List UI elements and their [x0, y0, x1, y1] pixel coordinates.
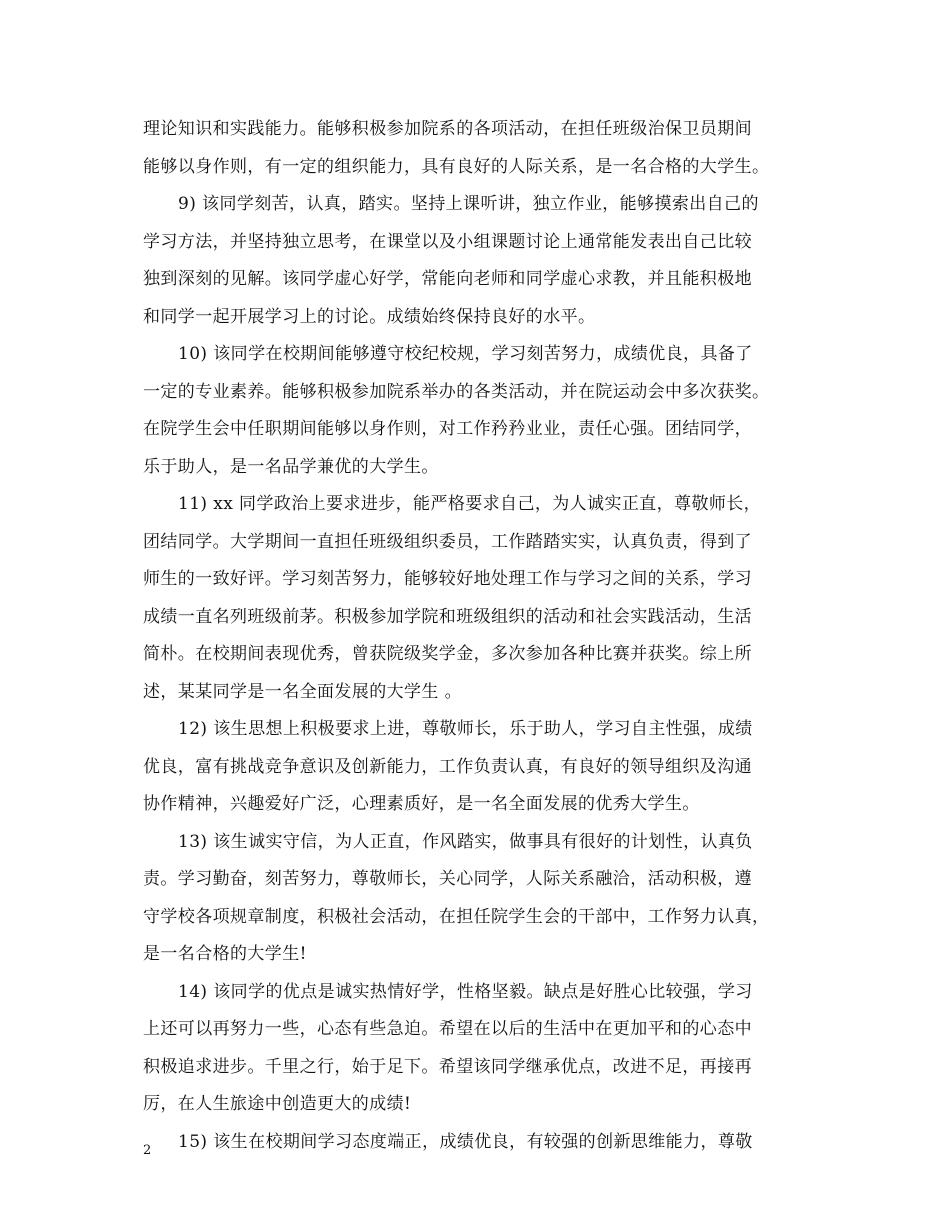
text-line: 是一名合格的大学生! [143, 944, 307, 964]
text-line: 能够以身作则，有一定的组织能力，具有良好的人际关系，是一名合格的大学生。 [143, 157, 770, 177]
text-line: 厉，在人生旅途中创造更大的成绩! [143, 1094, 412, 1114]
text-line: 积极追求进步。千里之行，始于足下。希望该同学继承优点，改进不足，再接再 [143, 1057, 752, 1077]
text-line: 协作精神，兴趣爱好广泛，心理素质好，是一名全面发展的优秀大学生。 [143, 794, 700, 814]
text-line: 守学校各项规章制度，积极社会活动，在担任院学生会的干部中，工作努力认真， [143, 907, 770, 927]
paragraph-10-line: 10) 该同学在校期间能够遵守校纪校规，学习刻苦努力，成绩优良，具备了 [178, 344, 753, 364]
page-number: 2 [143, 1143, 152, 1158]
text-line: 责。学习勤奋，刻苦努力，尊敬师长，关心同学，人际关系融洽，活动积极，遵 [143, 869, 752, 889]
text-line: 独到深刻的见解。该同学虚心好学，常能向老师和同学虚心求教，并且能积极地 [143, 269, 752, 289]
text-line: 简朴。在校期间表现优秀，曾获院级奖学金，多次参加各种比赛并获奖。综上所 [143, 644, 752, 664]
text-line: 上还可以再努力一些，心态有些急迫。希望在以后的生活中在更加平和的心态中 [143, 1019, 752, 1039]
paragraph-12-line: 12) 该生思想上积极要求上进，尊敬师长，乐于助人，学习自主性强，成绩 [178, 719, 753, 739]
text-line: 在院学生会中任职期间能够以身作则，对工作矜矜业业，责任心强。团结同学， [143, 419, 752, 439]
text-line: 理论知识和实践能力。能够积极参加院系的各项活动，在担任班级治保卫员期间 [143, 119, 752, 139]
text-line: 一定的专业素养。能够积极参加院系举办的各类活动，并在院运动会中多次获奖。 [143, 382, 770, 402]
text-line: 团结同学。大学期间一直担任班级组织委员，工作踏踏实实，认真负责，得到了 [143, 532, 752, 552]
text-line: 成绩一直名列班级前茅。积极参加学院和班级组织的活动和社会实践活动，生活 [143, 607, 752, 627]
paragraph-11-line: 11) xx 同学政治上要求进步，能严格要求自己，为人诚实正直，尊敬师长， [178, 494, 762, 514]
text-line: 和同学一起开展学习上的讨论。成绩始终保持良好的水平。 [143, 307, 596, 327]
paragraph-13-line: 13) 该生诚实守信，为人正直，作风踏实，做事具有很好的计划性，认真负 [178, 832, 753, 852]
paragraph-14-line: 14) 该同学的优点是诚实热情好学，性格坚毅。缺点是好胜心比较强，学习 [178, 982, 753, 1002]
text-line: 优良，富有挑战竞争意识及创新能力，工作负责认真，有良好的领导组织及沟通 [143, 757, 752, 777]
text-line: 师生的一致好评。学习刻苦努力，能够较好地处理工作与学习之间的关系，学习 [143, 569, 752, 589]
text-line: 学习方法，并坚持独立思考，在课堂以及小组课题讨论上通常能发表出自己比较 [143, 232, 752, 252]
paragraph-9-line: 9) 该同学刻苦，认真，踏实。坚持上课听讲，独立作业，能够摸索出自己的 [178, 194, 759, 214]
text-line: 乐于助人，是一名品学兼优的大学生。 [143, 457, 439, 477]
text-line: 述，某某同学是一名全面发展的大学生 。 [143, 682, 463, 702]
paragraph-15-line: 15) 该生在校期间学习态度端正，成绩优良，有较强的创新思维能力，尊敬 [178, 1132, 753, 1152]
